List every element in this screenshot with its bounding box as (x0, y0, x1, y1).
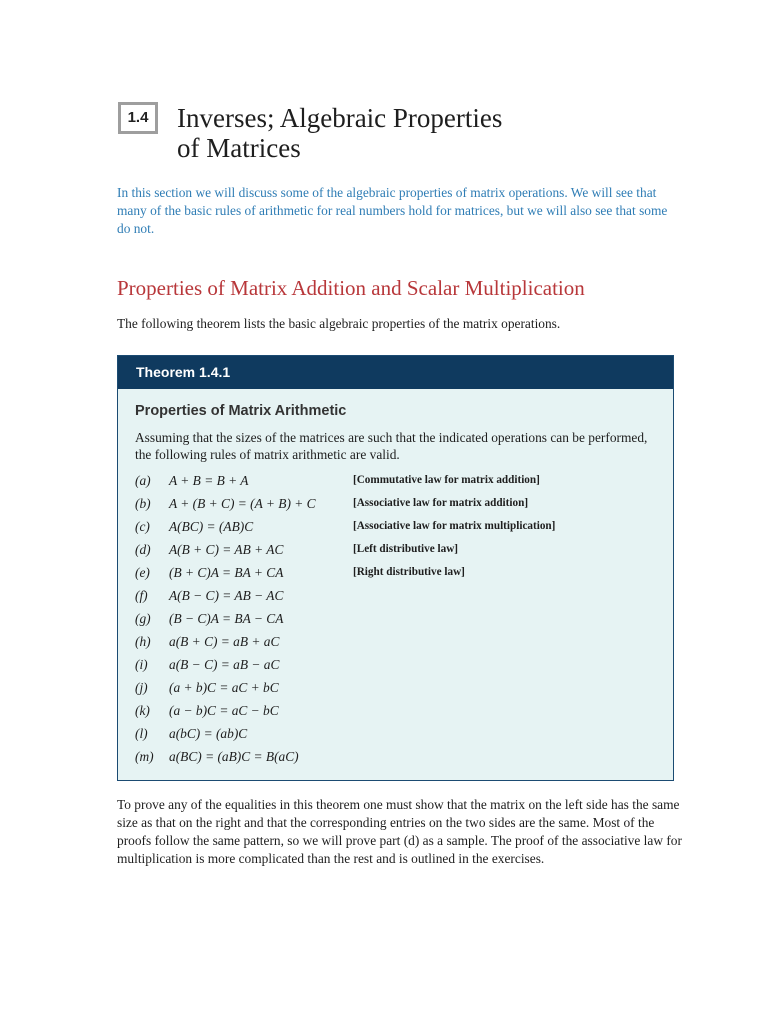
rule-equation: A(B + C) = AB + AC (169, 542, 284, 557)
rule-equation: (a − b)C = aC − bC (169, 703, 279, 718)
theorem-rule (135, 676, 665, 699)
rule-equation: A + (B + C) = (A + B) + C (169, 496, 316, 511)
theorem-rule (135, 515, 665, 538)
theorem-rule (135, 538, 665, 561)
theorem-rule (135, 722, 665, 745)
rule-law-name: [Associative law for matrix multiplication] (353, 520, 556, 532)
theorem-lead-text: The following theorem lists the basic algebraic properties of the matrix operations. (117, 316, 561, 331)
rule-equation: A(BC) = (AB)C (169, 519, 254, 534)
rule-label: (a) (135, 473, 151, 488)
rule-equation: a(B − C) = aB − aC (169, 657, 280, 672)
section-title-line-1: Inverses; Algebraic Properties (177, 103, 503, 133)
theorem-rules-list (135, 469, 665, 768)
rule-equation: a(B + C) = aB + aC (169, 634, 280, 649)
rule-law-name: [Commutative law for matrix addition] (353, 474, 540, 486)
rule-law-name: [Associative law for matrix addition] (353, 497, 529, 509)
rule-label: (h) (135, 634, 151, 649)
rule-label: (m) (135, 749, 154, 764)
rule-label: (l) (135, 726, 148, 741)
proof-discussion: To prove any of the equalities in this theorem one must show that the matrix on the left side has the same size as that on the right and that the corresponding entries on the two sides are the same. Most of the proofs follow the same pattern, so we will prove part (d) as a sample. The proof of the associative law for multiplication is more complicated than the rest and is outlined in the exercises. (117, 797, 682, 866)
theorem-rule (135, 745, 665, 768)
theorem-rule (135, 630, 665, 653)
rule-law-name: [Right distributive law] (353, 566, 465, 578)
theorem-header: Theorem 1.4.1 (118, 356, 673, 389)
theorem-rule (135, 653, 665, 676)
rule-label: (f) (135, 588, 148, 603)
theorem-description: Assuming that the sizes of the matrices are such that the indicated operations can be performed, the following rules of matrix arithmetic are valid. (135, 430, 648, 462)
theorem-rule (135, 607, 665, 630)
rule-equation: (B − C)A = BA − CA (169, 611, 284, 626)
theorem-box (117, 355, 674, 781)
rule-equation: (B + C)A = BA + CA (169, 565, 284, 580)
subsection-title: Properties of Matrix Addition and Scalar Multiplication (117, 276, 585, 300)
rule-label: (g) (135, 611, 151, 626)
section-intro: In this section we will discuss some of the algebraic properties of matrix operations. We will see that many of the basic rules of arithmetic for real numbers hold for matrices, but we will also see that some do not. (117, 185, 668, 236)
theorem-name: Properties of Matrix Arithmetic (135, 403, 347, 419)
theorem-rule (135, 469, 665, 492)
rule-label: (c) (135, 519, 150, 534)
rule-law-name: [Left distributive law] (353, 543, 459, 555)
section-number-badge: 1.4 (118, 102, 158, 134)
section-title (177, 103, 697, 163)
rule-equation: A + B = B + A (169, 473, 249, 488)
rule-equation: A(B − C) = AB − AC (169, 588, 284, 603)
rule-label: (d) (135, 542, 151, 557)
rule-label: (b) (135, 496, 151, 511)
theorem-rule (135, 492, 665, 515)
rule-equation: a(BC) = (aB)C = B(aC) (169, 749, 299, 764)
theorem-rule (135, 561, 665, 584)
rule-label: (i) (135, 657, 148, 672)
rule-equation: (a + b)C = aC + bC (169, 680, 279, 695)
rule-label: (j) (135, 680, 148, 695)
theorem-rule (135, 584, 665, 607)
rule-equation: a(bC) = (ab)C (169, 726, 248, 741)
rule-label: (k) (135, 703, 150, 718)
rule-label: (e) (135, 565, 150, 580)
theorem-rule (135, 699, 665, 722)
section-title-line-2: of Matrices (177, 133, 301, 163)
